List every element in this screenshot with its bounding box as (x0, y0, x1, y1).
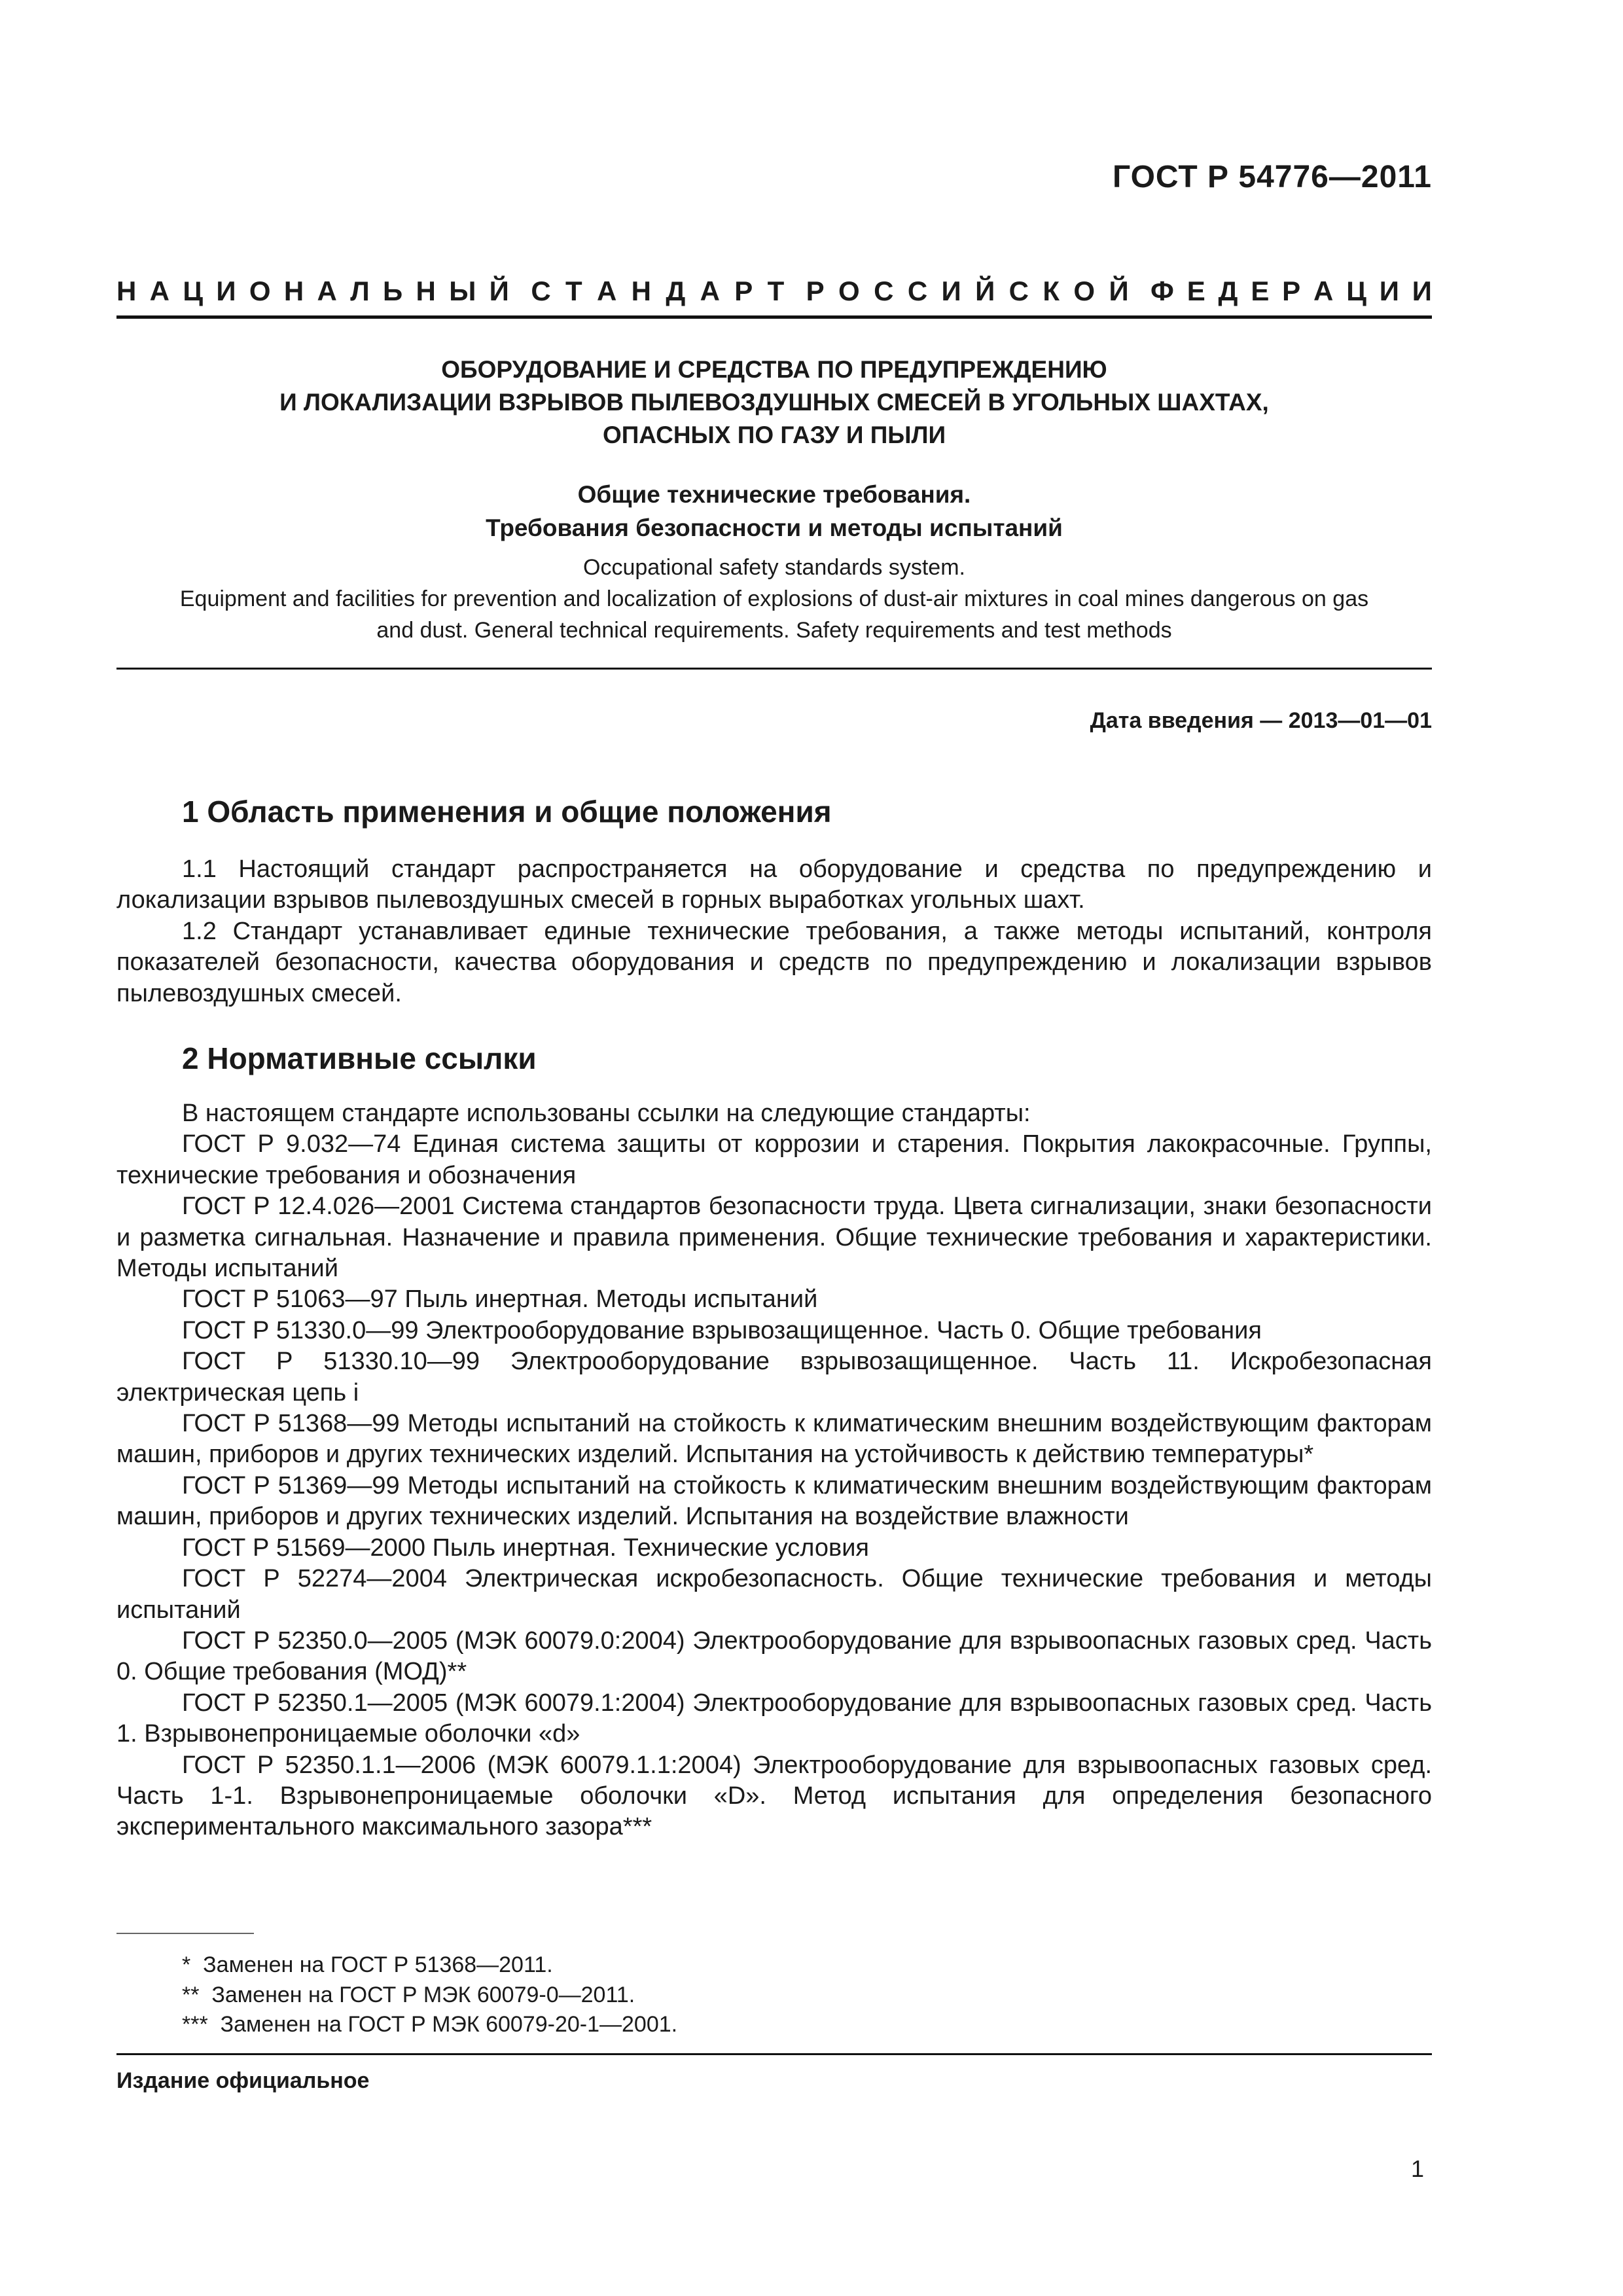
footnote-separator (116, 1933, 254, 1934)
title-rule (116, 315, 1432, 319)
title-letter: Й (1109, 276, 1129, 306)
title-letter: Н (116, 276, 137, 306)
section-2-heading: 2 Нормативные ссылки (182, 1041, 537, 1075)
title-letter: Т (767, 276, 785, 306)
title-letter: Р (734, 276, 753, 306)
main-title-line: ОБОРУДОВАНИЕ И СРЕДСТВА ПО ПРЕДУПРЕЖДЕНИЮ (441, 356, 1107, 383)
title-letter: А (1313, 276, 1334, 306)
title-letter: Т (565, 276, 582, 306)
reference-item: ГОСТ Р 51369—99 Методы испытаний на стойкость к климатическим внешним воздействующим факторам машин, приборов и других технических изделий. Испытания на воздействие влажности (116, 1471, 1432, 1531)
national-title-word (531, 276, 784, 307)
english-title-line: and dust. General technical requirements. Safety requirements and test methods (376, 618, 1172, 643)
title-letter: И (216, 276, 236, 306)
reference-item: ГОСТ Р 51330.0—99 Электрооборудование взрывозащищенное. Часть 0. Общие требования (182, 1316, 1262, 1344)
title-letter: Ц (183, 276, 204, 306)
title-letter: Н (631, 276, 651, 306)
title-letter: Н (283, 276, 304, 306)
title-letter: Ф (1150, 276, 1174, 306)
subtitle (116, 478, 1432, 545)
paragraph: 1.2 Стандарт устанавливает единые технические требования, а также методы испытаний, контроля показателей безопасности, качества оборудования и средств по предупреждению и локализации взрывов пылевоздушных смесей. (116, 917, 1432, 1007)
main-title-line: И ЛОКАЛИЗАЦИИ ВЗРЫВОВ ПЫЛЕВОЗДУШНЫХ СМЕСЕЙ В УГОЛЬНЫХ ШАХТАХ, (279, 389, 1269, 416)
paragraph: 1.1 Настоящий стандарт распространяется на оборудование и средства по предупреждению и локализации взрывов пылевоздушных смесей в горных выработках угольных шахт. (116, 855, 1432, 914)
title-letter: К (1043, 276, 1060, 306)
reference-item: ГОСТ Р 52274—2004 Электрическая искробезопасность. Общие технические требования и методы испытаний (116, 1565, 1432, 1624)
subtitle-line: Требования безопасности и методы испытаний (486, 514, 1063, 541)
title-letter: Ь (383, 276, 403, 306)
reference-item: ГОСТ Р 51063—97 Пыль инертная. Методы испытаний (182, 1285, 818, 1314)
title-letter: Д (1218, 276, 1238, 306)
title-letter: А (700, 276, 720, 306)
title-letter: С (874, 276, 894, 306)
footer-rule (116, 2053, 1432, 2055)
national-title-word (806, 276, 1129, 307)
main-title-line: ОПАСНЫХ ПО ГАЗУ И ПЫЛИ (602, 422, 946, 448)
title-letter: О (1073, 276, 1096, 306)
footnotes (182, 1950, 677, 2040)
title-letter: Е (1251, 276, 1270, 306)
main-title (116, 353, 1432, 452)
title-letter: Р (806, 276, 825, 306)
reference-item: ГОСТ Р 52350.0—2005 (МЭК 60079.0:2004) Электрооборудование для взрывоопасных газовых сред. Часть 0. Общие требования (МОД)** (116, 1626, 1432, 1686)
document-code: ГОСТ Р 54776—2011 (1113, 160, 1432, 194)
title-letter: Й (975, 276, 995, 306)
section-1-heading: 1 Область применения и общие положения (182, 795, 832, 829)
footnote: * Заменен на ГОСТ Р 51368—2011. (182, 1952, 553, 1977)
title-letter: И (941, 276, 961, 306)
subtitle-line: Общие технические требования. (577, 481, 971, 508)
english-title-line: Occupational safety standards system. (583, 555, 965, 580)
title-letter: О (249, 276, 271, 306)
title-letter: И (1412, 276, 1432, 306)
title-letter: Е (1186, 276, 1205, 306)
paragraph: В настоящем стандарте использованы ссылки на следующие стандарты: (182, 1100, 1031, 1127)
title-letter: И (1379, 276, 1399, 306)
national-title-word (116, 276, 509, 307)
title-letter: С (531, 276, 551, 306)
title-letter: Ы (449, 276, 476, 306)
reference-item: ГОСТ Р 52350.1.1—2006 (МЭК 60079.1.1:2004) Электрооборудование для взрывоопасных газовых сред. Часть 1-1. Взрывонепроницаемые оболочки «D». Метод испытания для определения безопасного экспериментального максимального зазора*** (116, 1751, 1432, 1841)
title-letter: С (907, 276, 928, 306)
title-letter: О (838, 276, 860, 306)
title-letter: А (149, 276, 170, 306)
title-letter: Ц (1346, 276, 1366, 306)
english-title (116, 552, 1432, 646)
document-page (116, 0, 1432, 2296)
reference-item: ГОСТ Р 51368—99 Методы испытаний на стойкость к климатическим внешним воздействующим факторам машин, приборов и других технических изделий. Испытания на устойчивость к действию температуры* (116, 1410, 1432, 1469)
footnote: *** Заменен на ГОСТ Р МЭК 60079-20-1—2001. (182, 2012, 678, 2037)
title-letter: Л (350, 276, 370, 306)
english-title-line: Equipment and facilities for prevention and localization of explosions of dust-air mixtures in coal mines dangerous on gas (179, 586, 1369, 611)
national-title-word (1150, 276, 1432, 307)
title-letter: Н (416, 276, 436, 306)
page-number: 1 (1410, 2155, 1424, 2182)
title-letter: А (596, 276, 617, 306)
footnote: ** Заменен на ГОСТ Р МЭК 60079-0—2011. (182, 1982, 635, 2007)
title-letter: Й (489, 276, 509, 306)
reference-item: ГОСТ Р 51330.10—99 Электрооборудование взрывозащищенное. Часть 11. Искробезопасная электрическая цепь i (116, 1348, 1432, 1407)
reference-item: ГОСТ Р 51569—2000 Пыль инертная. Технические условия (182, 1534, 869, 1562)
title-letter: А (317, 276, 337, 306)
section-2-body (116, 1098, 1432, 1843)
reference-item: ГОСТ Р 9.032—74 Единая система защиты от коррозии и старения. Покрытия лакокрасочные. Группы, технические требования и обозначения (116, 1130, 1432, 1189)
national-standard-title (116, 272, 1432, 311)
reference-item: ГОСТ Р 52350.1—2005 (МЭК 60079.1:2004) Электрооборудование для взрывоопасных газовых сред. Часть 1. Взрывонепроницаемые оболочки «d» (116, 1689, 1432, 1748)
title-letter: Д (666, 276, 686, 306)
title-letter: С (1008, 276, 1029, 306)
title-letter: Р (1282, 276, 1301, 306)
reference-item: ГОСТ Р 12.4.026—2001 Система стандартов безопасности труда. Цвета сигнализации, знаки безопасности и разметка сигнальная. Назначение и правила применения. Общие технические требования и характеристики. Методы испытаний (116, 1193, 1432, 1283)
section-1-body (116, 854, 1432, 1009)
intro-date: Дата введения — 2013—01—01 (1090, 708, 1432, 733)
edition-label: Издание официальное (116, 2068, 370, 2093)
header-rule (116, 668, 1432, 670)
